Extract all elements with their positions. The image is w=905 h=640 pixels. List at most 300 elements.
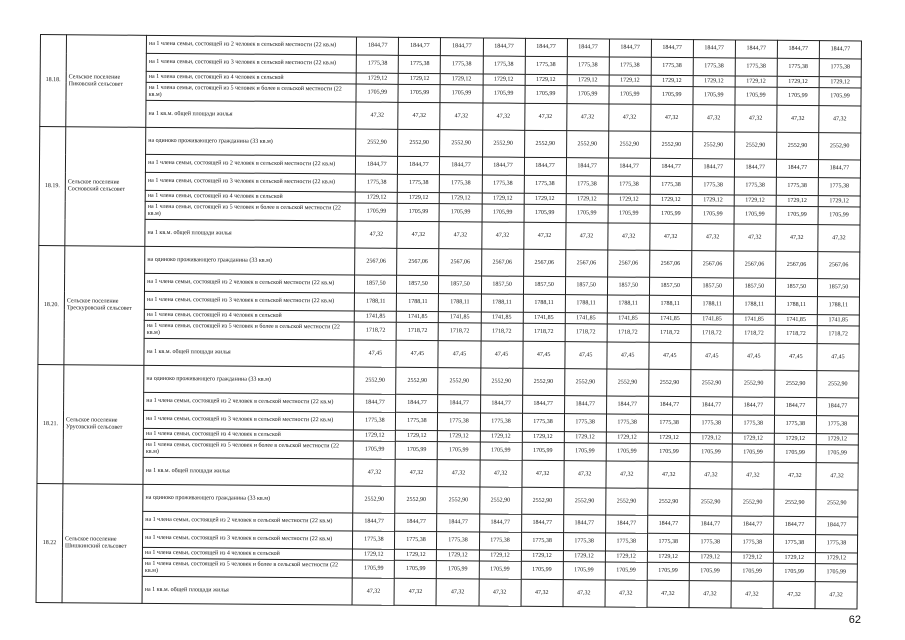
- category-cell: на 1 кв.м. общей площади жилья: [146, 100, 356, 129]
- value-cell: 2567,06: [649, 250, 691, 277]
- value-cell: 1729,12: [567, 75, 609, 86]
- value-cell: 1729,12: [354, 430, 396, 441]
- value-cell: 47,32: [397, 221, 439, 248]
- value-cell: 47,32: [692, 224, 734, 251]
- value-cell: 1844,77: [734, 159, 776, 177]
- value-cell: 1775,38: [690, 415, 732, 433]
- category-cell: на 1 кв.м. общей площади жилья: [142, 576, 352, 605]
- value-cell: 1844,77: [819, 41, 861, 59]
- value-cell: 1857,50: [607, 277, 649, 295]
- value-cell: 1705,99: [609, 86, 651, 104]
- value-cell: 1844,77: [480, 395, 522, 413]
- value-cell: 1844,77: [650, 158, 692, 176]
- value-cell: 47,32: [356, 102, 398, 129]
- value-cell: 1729,12: [692, 195, 734, 206]
- value-cell: 2552,90: [521, 487, 563, 514]
- value-cell: 1729,12: [482, 193, 524, 204]
- value-cell: 1775,38: [521, 532, 563, 550]
- value-cell: 1844,77: [521, 514, 563, 532]
- value-cell: 1741,85: [817, 315, 859, 326]
- value-cell: 1729,12: [525, 74, 567, 85]
- value-cell: 1729,12: [734, 195, 776, 206]
- value-cell: 2552,90: [564, 369, 606, 396]
- value-cell: 1844,77: [525, 38, 567, 56]
- value-cell: 1844,77: [731, 516, 773, 534]
- category-cell: на 1 члена семьи, состоящей из 5 человек и более в сельской местности (22 кв.м): [144, 320, 354, 340]
- value-cell: 47,32: [437, 460, 479, 487]
- value-cell: 1844,77: [609, 39, 651, 57]
- value-cell: 1705,99: [440, 85, 482, 103]
- value-cell: 1729,12: [479, 550, 521, 561]
- value-cell: 1775,38: [440, 175, 482, 193]
- value-cell: 47,32: [648, 461, 690, 488]
- value-cell: 1775,38: [774, 415, 816, 433]
- value-cell: 1857,50: [481, 276, 523, 294]
- value-cell: 1775,38: [689, 534, 731, 552]
- value-cell: 47,32: [818, 225, 860, 252]
- value-cell: 2552,90: [482, 130, 524, 157]
- value-cell: 1729,12: [606, 432, 648, 443]
- value-cell: 1729,12: [818, 196, 860, 207]
- value-cell: 1729,12: [648, 432, 690, 443]
- value-cell: 1705,99: [690, 444, 732, 462]
- value-cell: 2552,90: [692, 132, 734, 159]
- value-cell: 47,32: [607, 223, 649, 250]
- value-cell: 1729,12: [521, 550, 563, 561]
- value-cell: 1775,38: [395, 531, 437, 549]
- category-cell: на одиноко проживающего гражданина (33 кв.м): [144, 365, 354, 394]
- value-cell: 1844,77: [357, 37, 399, 55]
- value-cell: 1775,38: [396, 412, 438, 430]
- value-cell: 1775,38: [816, 416, 858, 434]
- value-cell: 1775,38: [735, 58, 777, 76]
- value-cell: 1775,38: [438, 413, 480, 431]
- value-cell: 1775,38: [605, 533, 647, 551]
- value-cell: 47,32: [395, 459, 437, 486]
- value-cell: 1844,77: [437, 514, 479, 532]
- value-cell: 47,45: [649, 342, 691, 369]
- value-cell: 1788,11: [775, 296, 817, 314]
- value-cell: 47,32: [521, 579, 563, 606]
- value-cell: 1775,38: [606, 414, 648, 432]
- value-cell: 47,32: [563, 580, 605, 607]
- value-cell: 1729,12: [437, 550, 479, 561]
- value-cell: 2567,06: [523, 249, 565, 276]
- value-cell: 2552,90: [479, 487, 521, 514]
- value-cell: 1775,38: [357, 55, 399, 73]
- value-cell: 1844,77: [564, 396, 606, 414]
- value-cell: 1741,85: [439, 312, 481, 323]
- value-cell: 1857,50: [733, 278, 775, 296]
- value-cell: 1788,11: [649, 295, 691, 313]
- value-cell: 1729,12: [563, 551, 605, 562]
- value-cell: 1729,12: [483, 74, 525, 85]
- value-cell: 2552,90: [396, 367, 438, 394]
- value-cell: 2552,90: [395, 486, 437, 513]
- value-cell: 1718,72: [565, 324, 607, 342]
- value-cell: 1775,38: [609, 57, 651, 75]
- value-cell: 1844,77: [689, 516, 731, 534]
- value-cell: 1775,38: [441, 56, 483, 74]
- value-cell: 47,32: [690, 462, 732, 489]
- value-cell: 1844,77: [693, 40, 735, 58]
- value-cell: 47,32: [605, 580, 647, 607]
- value-cell: 1741,85: [607, 313, 649, 324]
- value-cell: 1729,12: [566, 194, 608, 205]
- value-cell: 1844,77: [563, 515, 605, 533]
- value-cell: 1775,38: [437, 532, 479, 550]
- value-cell: 1788,11: [733, 296, 775, 314]
- category-cell: на 1 члена семьи, состоящей из 4 человек в сельской: [143, 547, 353, 560]
- value-cell: 1741,85: [733, 314, 775, 325]
- value-cell: 1705,99: [777, 87, 819, 105]
- category-cell: на 1 члена семьи, состоящей из 2 человек в сельской местности (22 кв.м): [144, 392, 354, 412]
- value-cell: 1705,99: [440, 204, 482, 222]
- row-group-index: 18.18.: [40, 35, 67, 127]
- value-cell: 1729,12: [819, 77, 861, 88]
- value-cell: 1844,77: [567, 39, 609, 57]
- value-cell: 1741,85: [649, 313, 691, 324]
- value-cell: 1775,38: [356, 174, 398, 192]
- value-cell: 47,32: [481, 222, 523, 249]
- value-cell: 1844,77: [816, 398, 858, 416]
- value-cell: 2567,06: [481, 249, 523, 276]
- value-cell: 1705,99: [524, 204, 566, 222]
- value-cell: 47,32: [815, 582, 857, 609]
- value-cell: 1705,99: [648, 443, 690, 461]
- value-cell: 1705,99: [815, 564, 857, 582]
- value-cell: 1705,99: [398, 84, 440, 102]
- tariff-table: [36, 34, 862, 609]
- value-cell: 2552,90: [732, 370, 774, 397]
- value-cell: 1718,72: [354, 322, 396, 340]
- value-cell: 1775,38: [648, 414, 690, 432]
- value-cell: 2567,06: [775, 251, 817, 278]
- value-cell: 1729,12: [395, 549, 437, 560]
- row-group-index: 18.20.: [38, 245, 65, 364]
- value-cell: 1705,99: [355, 203, 397, 221]
- value-cell: 1775,38: [480, 413, 522, 431]
- value-cell: 1775,38: [483, 56, 525, 74]
- value-cell: 1705,99: [651, 86, 693, 104]
- value-cell: 1788,11: [355, 293, 397, 311]
- value-cell: 1844,77: [479, 514, 521, 532]
- value-cell: 1857,50: [523, 276, 565, 294]
- value-cell: 1718,72: [439, 323, 481, 341]
- category-cell: на 1 члена семьи, состоящей из 3 человек в сельской местности (22 кв.м): [145, 172, 355, 192]
- value-cell: 1729,12: [732, 433, 774, 444]
- value-cell: 1844,77: [524, 157, 566, 175]
- value-cell: 1729,12: [524, 193, 566, 204]
- value-cell: 47,45: [733, 343, 775, 370]
- row-group-index: 18.22: [36, 483, 63, 602]
- value-cell: 1729,12: [773, 552, 815, 563]
- value-cell: 1844,77: [438, 395, 480, 413]
- value-cell: 1844,77: [354, 394, 396, 412]
- value-cell: 1729,12: [647, 551, 689, 562]
- value-cell: 2552,90: [354, 367, 396, 394]
- value-cell: 1844,77: [483, 38, 525, 56]
- value-cell: 47,45: [564, 342, 606, 369]
- value-cell: 47,32: [773, 581, 815, 608]
- value-cell: 1705,99: [734, 206, 776, 224]
- value-cell: 1705,99: [566, 205, 608, 223]
- value-cell: 1705,99: [605, 562, 647, 580]
- value-cell: 1844,77: [735, 40, 777, 58]
- value-cell: 1775,38: [564, 414, 606, 432]
- value-cell: 1729,12: [776, 195, 818, 206]
- value-cell: 1857,50: [439, 276, 481, 294]
- value-cell: 47,32: [689, 581, 731, 608]
- value-cell: 47,32: [608, 104, 650, 131]
- category-cell: на 1 кв.м. общей площади жилья: [145, 219, 355, 248]
- value-cell: 1775,38: [566, 176, 608, 194]
- value-cell: 47,32: [436, 579, 478, 606]
- value-cell: 1775,38: [650, 176, 692, 194]
- value-cell: 47,32: [732, 462, 774, 489]
- value-cell: 2552,90: [647, 488, 689, 515]
- value-cell: 2552,90: [605, 488, 647, 515]
- value-cell: 1844,77: [440, 157, 482, 175]
- value-cell: 1844,77: [776, 159, 818, 177]
- value-cell: 47,32: [398, 102, 440, 129]
- value-cell: 2552,90: [776, 132, 818, 159]
- value-cell: 1729,12: [480, 431, 522, 442]
- value-cell: 1788,11: [691, 296, 733, 314]
- value-cell: 1705,99: [647, 562, 689, 580]
- value-cell: 1775,38: [354, 412, 396, 430]
- value-cell: 1775,38: [482, 175, 524, 193]
- value-cell: 1857,50: [691, 278, 733, 296]
- value-cell: 1788,11: [817, 297, 859, 315]
- value-cell: 1705,99: [353, 560, 395, 578]
- value-cell: 47,32: [819, 106, 861, 133]
- value-cell: 1741,85: [691, 314, 733, 325]
- value-cell: 47,32: [693, 105, 735, 132]
- value-cell: 1705,99: [732, 444, 774, 462]
- category-cell: на 1 члена семьи, состоящей из 3 человек в сельской местности (22 кв.м): [144, 410, 354, 430]
- value-cell: 1844,77: [608, 158, 650, 176]
- value-cell: 47,32: [777, 105, 819, 132]
- value-cell: 1844,77: [774, 397, 816, 415]
- value-cell: 1705,99: [567, 86, 609, 104]
- value-cell: 1729,12: [815, 553, 857, 564]
- value-cell: 1729,12: [816, 434, 858, 445]
- value-cell: 1775,38: [353, 531, 395, 549]
- value-cell: 2567,06: [439, 249, 481, 276]
- value-cell: 1775,38: [479, 532, 521, 550]
- value-cell: 1844,77: [566, 158, 608, 176]
- value-cell: 1705,99: [480, 442, 522, 460]
- value-cell: 1729,12: [731, 552, 773, 563]
- value-cell: 1705,99: [608, 205, 650, 223]
- value-cell: 1705,99: [437, 561, 479, 579]
- value-cell: 1788,11: [565, 295, 607, 313]
- category-cell: на одиноко проживающего гражданина (33 кв.м): [146, 127, 356, 156]
- value-cell: 1857,50: [649, 277, 691, 295]
- value-cell: 2552,90: [606, 369, 648, 396]
- value-cell: 2567,06: [733, 251, 775, 278]
- value-cell: 1775,38: [608, 176, 650, 194]
- category-cell: на 1 кв.м. общей площади жилья: [144, 338, 354, 367]
- value-cell: 1844,77: [441, 38, 483, 56]
- value-cell: 2552,90: [816, 490, 858, 517]
- value-cell: 1844,77: [605, 515, 647, 533]
- value-cell: 1705,99: [356, 84, 398, 102]
- value-cell: 47,45: [438, 341, 480, 368]
- value-cell: 1844,77: [395, 513, 437, 531]
- value-cell: 2552,90: [524, 130, 566, 157]
- value-cell: 1705,99: [689, 563, 731, 581]
- value-cell: 1844,77: [651, 39, 693, 57]
- value-cell: 1844,77: [647, 515, 689, 533]
- category-cell: на 1 члена семьи, состоящей из 4 человек в сельской: [143, 428, 353, 441]
- value-cell: 47,32: [524, 103, 566, 130]
- value-cell: 1844,77: [815, 517, 857, 535]
- value-cell: 1705,99: [774, 444, 816, 462]
- value-cell: 1775,38: [815, 535, 857, 553]
- category-cell: на 1 члена семьи, состоящей из 5 человек и более в сельской местности (22 кв.м): [146, 82, 356, 102]
- value-cell: 1729,12: [522, 431, 564, 442]
- value-cell: 1741,85: [523, 312, 565, 323]
- value-cell: 47,45: [691, 343, 733, 370]
- value-cell: 2552,90: [440, 130, 482, 157]
- value-cell: 1729,12: [396, 430, 438, 441]
- value-cell: 1775,38: [818, 178, 860, 196]
- value-cell: 1741,85: [355, 311, 397, 322]
- value-cell: 1857,50: [565, 277, 607, 295]
- value-cell: 47,32: [523, 222, 565, 249]
- value-cell: 1705,99: [564, 443, 606, 461]
- category-cell: на 1 члена семьи, состоящей из 4 человек в сельской: [146, 71, 356, 84]
- value-cell: 47,32: [566, 104, 608, 131]
- value-cell: 1775,38: [522, 413, 564, 431]
- value-cell: 1729,12: [690, 433, 732, 444]
- value-cell: 1844,77: [398, 156, 440, 174]
- value-cell: 2552,90: [563, 488, 605, 515]
- value-cell: 1775,38: [647, 533, 689, 551]
- value-cell: 1844,77: [396, 394, 438, 412]
- value-cell: 1788,11: [439, 294, 481, 312]
- value-cell: 2552,90: [353, 486, 395, 513]
- value-cell: 1705,99: [354, 441, 396, 459]
- value-cell: 2552,90: [690, 370, 732, 397]
- value-cell: 1775,38: [819, 59, 861, 77]
- value-cell: 1705,99: [521, 561, 563, 579]
- category-cell: на одиноко проживающего гражданина (33 кв.м): [145, 246, 355, 275]
- value-cell: 47,32: [647, 580, 689, 607]
- value-cell: 1775,38: [525, 56, 567, 74]
- value-cell: 1775,38: [732, 415, 774, 433]
- value-cell: 1857,50: [775, 278, 817, 296]
- value-cell: 47,45: [396, 340, 438, 367]
- value-cell: 1844,77: [692, 159, 734, 177]
- value-cell: 1705,99: [479, 561, 521, 579]
- value-cell: 1729,12: [777, 76, 819, 87]
- value-cell: 1844,77: [482, 157, 524, 175]
- value-cell: 1775,38: [693, 58, 735, 76]
- value-cell: 2552,90: [437, 487, 479, 514]
- value-cell: 1844,77: [690, 397, 732, 415]
- category-cell: на 1 кв.м. общей площади жилья: [143, 457, 353, 486]
- value-cell: 1705,99: [773, 563, 815, 581]
- value-cell: 2552,90: [650, 131, 692, 158]
- category-cell: на 1 члена семьи, состоящей из 2 человек в сельской местности (22 кв.м): [145, 273, 355, 293]
- value-cell: 1718,72: [649, 324, 691, 342]
- value-cell: 1718,72: [523, 323, 565, 341]
- value-cell: 1729,12: [693, 76, 735, 87]
- value-cell: 47,45: [522, 341, 564, 368]
- value-cell: 1775,38: [567, 57, 609, 75]
- value-cell: 1705,99: [693, 87, 735, 105]
- value-cell: 47,32: [440, 103, 482, 130]
- value-cell: 1705,99: [816, 445, 858, 463]
- value-cell: 1775,38: [731, 534, 773, 552]
- value-cell: 47,32: [355, 221, 397, 248]
- value-cell: 1844,77: [522, 395, 564, 413]
- category-cell: на 1 члена семьи, состоящей из 5 человек и более в сельской местности (22 кв.м): [142, 558, 352, 578]
- category-cell: на 1 члена семьи, состоящей из 4 человек в сельской: [145, 190, 355, 203]
- category-cell: на одиноко проживающего гражданина (33 кв.м): [143, 484, 353, 513]
- value-cell: 1729,12: [651, 75, 693, 86]
- value-cell: 2552,90: [774, 489, 816, 516]
- category-cell: на 1 члена семьи, состоящей из 2 человек в сельской местности (22 кв.м): [146, 35, 356, 55]
- category-cell: на 1 члена семьи, состоящей из 2 человек в сельской местности (22 кв.м): [146, 154, 356, 174]
- value-cell: 1844,77: [399, 37, 441, 55]
- category-cell: на 1 члена семьи, состоящей из 3 человек в сельской местности (22 кв.м): [143, 529, 353, 549]
- value-cell: 2552,90: [522, 368, 564, 395]
- value-cell: 1775,38: [398, 174, 440, 192]
- value-cell: 47,45: [817, 344, 859, 371]
- value-cell: 1844,77: [773, 516, 815, 534]
- value-cell: 1844,77: [818, 160, 860, 178]
- value-cell: 47,32: [353, 459, 395, 486]
- category-cell: на 1 члена семьи, состоящей из 5 человек и более в сельской местности (22 кв.м): [143, 439, 353, 459]
- value-cell: 1718,72: [733, 325, 775, 343]
- value-cell: 2552,90: [734, 132, 776, 159]
- value-cell: 1718,72: [481, 323, 523, 341]
- value-cell: 1788,11: [523, 294, 565, 312]
- value-cell: 1729,12: [689, 552, 731, 563]
- value-cell: 47,45: [480, 341, 522, 368]
- value-cell: 1705,99: [650, 205, 692, 223]
- value-cell: 1705,99: [482, 204, 524, 222]
- table-row: [36, 575, 857, 608]
- value-cell: 1729,12: [356, 192, 398, 203]
- value-cell: 1705,99: [525, 85, 567, 103]
- value-cell: 1741,85: [775, 314, 817, 325]
- value-cell: 1705,99: [397, 203, 439, 221]
- value-cell: 2552,90: [438, 368, 480, 395]
- value-cell: 1705,99: [731, 563, 773, 581]
- value-cell: 1729,12: [608, 194, 650, 205]
- value-cell: 1705,99: [395, 560, 437, 578]
- value-cell: 2552,90: [732, 489, 774, 516]
- value-cell: 2552,90: [817, 371, 859, 398]
- value-cell: 2552,90: [398, 129, 440, 156]
- value-cell: 1741,85: [565, 313, 607, 324]
- value-cell: 1844,77: [353, 513, 395, 531]
- category-cell: на 1 члена семьи, состоящей из 2 человек в сельской местности (22 кв.м): [143, 511, 353, 531]
- value-cell: 1775,38: [524, 175, 566, 193]
- value-cell: 2552,90: [566, 131, 608, 158]
- value-cell: 1844,77: [777, 40, 819, 58]
- value-cell: 2552,90: [608, 131, 650, 158]
- value-cell: 47,32: [479, 460, 521, 487]
- value-cell: 2567,06: [817, 252, 859, 279]
- value-cell: 1705,99: [396, 441, 438, 459]
- value-cell: 1775,38: [777, 58, 819, 76]
